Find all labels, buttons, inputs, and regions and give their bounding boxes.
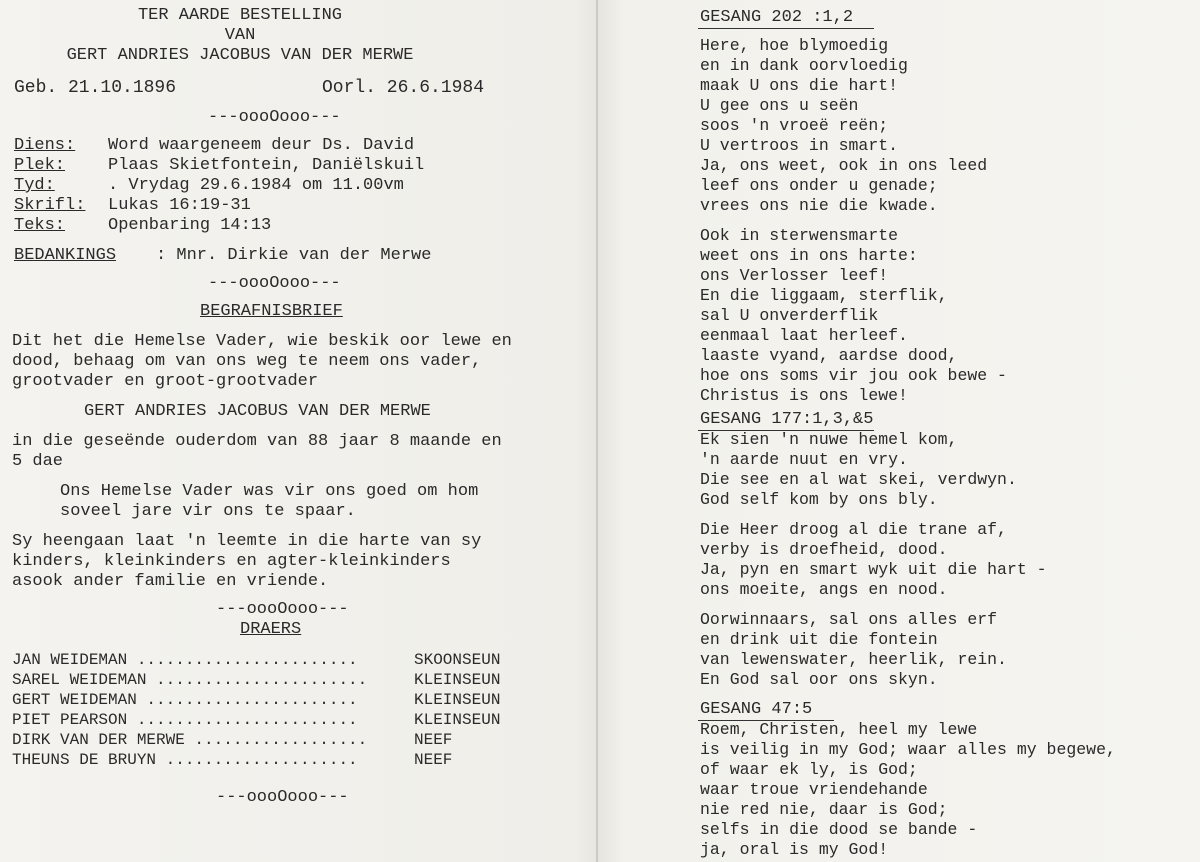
hymn-line: God self kom by ons bly.: [700, 490, 938, 509]
service-label: Tyd:: [14, 176, 55, 195]
bearer-relation: SKOONSEUN: [414, 651, 501, 669]
hymn-line: waar troue vriendehande: [700, 780, 928, 799]
letter-line: asook ander familie en vriende.: [12, 572, 329, 591]
service-label: Diens:: [14, 136, 76, 155]
title-van: VAN: [224, 26, 256, 45]
letter-title: BEGRAFNISBRIEF: [200, 302, 343, 321]
document-title: TER AARDE BESTELLING: [137, 6, 343, 25]
letter-line: dood, behaag om van ons weg te neem ons vader,: [12, 352, 482, 371]
service-value: Word waargeneem deur Ds. David: [108, 136, 415, 155]
hymn-line: of waar ek ly, is God;: [700, 760, 918, 779]
hymn-line: Ook in sterwensmarte: [700, 226, 899, 245]
hymn-line: leef ons onder u genade;: [700, 176, 938, 195]
hymn-title: GESANG 202 :1,2: [700, 8, 854, 27]
hymn-line: ja, oral is my God!: [700, 840, 889, 859]
hymn-line: soos 'n vroeë reën;: [700, 116, 889, 135]
hymn-line: En die liggaam, sterflik,: [700, 286, 948, 305]
divider: ---oooOooo---: [216, 600, 349, 619]
death-date: Oorl. 26.6.1984: [322, 78, 485, 98]
hymn-line: laaste vyand, aardse dood,: [700, 346, 958, 365]
thanks-value: : Mnr. Dirkie van der Merwe: [156, 246, 432, 265]
bearer-row: [12, 690, 592, 710]
hymn-line: Ek sien 'n nuwe hemel kom,: [700, 430, 958, 449]
letter-line: Sy heengaan laat 'n leemte in die harte van sy: [12, 532, 482, 551]
hymn-line: maak U ons die hart!: [700, 76, 899, 95]
hymn-line: weet ons in ons harte:: [700, 246, 918, 265]
hymn-line: en in dank oorvloedig: [700, 56, 908, 75]
hymn-line: Ja, pyn en smart wyk uit die hart -: [700, 560, 1047, 579]
hymn-line: vrees ons nie die kwade.: [700, 196, 938, 215]
hymn-line: selfs in die dood se bande -: [700, 820, 978, 839]
letter-deceased-name: GERT ANDRIES JACOBUS VAN DER MERWE: [84, 402, 431, 421]
hymn-line: U vertroos in smart.: [700, 136, 899, 155]
hymn-title: GESANG 177:1,3,&5: [700, 410, 874, 429]
hymn-title: GESANG 47:5: [700, 700, 813, 719]
hymn-line: U gee ons u seën: [700, 96, 859, 115]
bearer-name: SAREL WEIDEMAN ......................: [12, 671, 368, 689]
hymn-line: En God sal oor ons skyn.: [700, 670, 938, 689]
bearer-name: THEUNS DE BRUYN ....................: [12, 751, 358, 769]
service-value: . Vrydag 29.6.1984 om 11.00vm: [108, 176, 404, 195]
divider: ---oooOooo---: [216, 788, 349, 807]
hymn-line: sal U onverderflik: [700, 306, 879, 325]
hymn-line: van lewenswater, heerlik, rein.: [700, 650, 1007, 669]
hymn-line: nie red nie, daar is God;: [700, 800, 948, 819]
divider: ---oooOooo---: [208, 108, 341, 127]
letter-line: in die geseënde ouderdom van 88 jaar 8 maande en: [12, 432, 502, 451]
bearer-row: [12, 710, 592, 730]
birth-date: Geb. 21.10.1896: [14, 78, 177, 98]
hymn-line: eenmaal laat herleef.: [700, 326, 908, 345]
bearer-row: [12, 670, 592, 690]
bearer-name: DIRK VAN DER MERWE ..................: [12, 731, 368, 749]
service-label: Teks:: [14, 216, 66, 235]
hymn-line: verby is droefheid, dood.: [700, 540, 948, 559]
letter-line: Dit het die Hemelse Vader, wie beskik oor lewe en: [12, 332, 512, 351]
hymn-title-underline: [698, 28, 874, 29]
letter-line: 5 dae: [12, 452, 64, 471]
bearer-relation: KLEINSEUN: [414, 691, 501, 709]
bearer-row: [12, 650, 592, 670]
bearer-relation: NEEF: [414, 731, 453, 749]
hymn-line: Roem, Christen, heel my lewe: [700, 720, 978, 739]
bearer-name: JAN WEIDEMAN .......................: [12, 651, 358, 669]
hymn-line: Ja, ons weet, ook in ons leed: [700, 156, 988, 175]
bearer-row: [12, 750, 592, 770]
hymn-line: Christus is ons lewe!: [700, 386, 908, 405]
bearer-relation: KLEINSEUN: [414, 671, 501, 689]
service-value: Lukas 16:19-31: [108, 196, 251, 215]
hymn-line: en drink uit die fontein: [700, 630, 938, 649]
hymn-line: 'n aarde nuut en vry.: [700, 450, 908, 469]
hymn-line: Oorwinnaars, sal ons alles erf: [700, 610, 998, 629]
thanks-label: BEDANKINGS: [14, 246, 117, 265]
bearer-relation: KLEINSEUN: [414, 711, 501, 729]
deceased-name: GERT ANDRIES JACOBUS VAN DER MERWE: [66, 46, 414, 65]
hymn-line: Die see en al wat skei, verdwyn.: [700, 470, 1017, 489]
letter-line: Ons Hemelse Vader was vir ons goed om hom: [60, 482, 479, 501]
hymn-line: ons moeite, angs en nood.: [700, 580, 948, 599]
service-value: Openbaring 14:13: [108, 216, 272, 235]
bearer-name: PIET PEARSON .......................: [12, 711, 358, 729]
hymn-line: hoe ons soms vir jou ook bewe -: [700, 366, 1007, 385]
letter-line: soveel jare vir ons te spaar.: [60, 502, 356, 521]
service-label: Skrifl:: [14, 196, 86, 215]
bearer-relation: NEEF: [414, 751, 453, 769]
bearers-title: DRAERS: [240, 620, 302, 639]
divider: ---oooOooo---: [208, 274, 341, 293]
hymn-line: Die Heer droog al die trane af,: [700, 520, 1007, 539]
bearer-row: [12, 730, 592, 750]
letter-line: grootvader en groot-grootvader: [12, 372, 319, 391]
service-label: Plek:: [14, 156, 66, 175]
paper-fold-line: [596, 0, 598, 862]
hymn-line: Here, hoe blymoedig: [700, 36, 889, 55]
hymn-line: ons Verlosser leef!: [700, 266, 889, 285]
hymn-line: is veilig in my God; waar alles my begewe,: [700, 740, 1116, 759]
bearer-name: GERT WEIDEMAN ......................: [12, 691, 358, 709]
letter-line: kinders, kleinkinders en agter-kleinkinders: [12, 552, 451, 571]
service-value: Plaas Skietfontein, Daniëlskuil: [108, 156, 425, 175]
